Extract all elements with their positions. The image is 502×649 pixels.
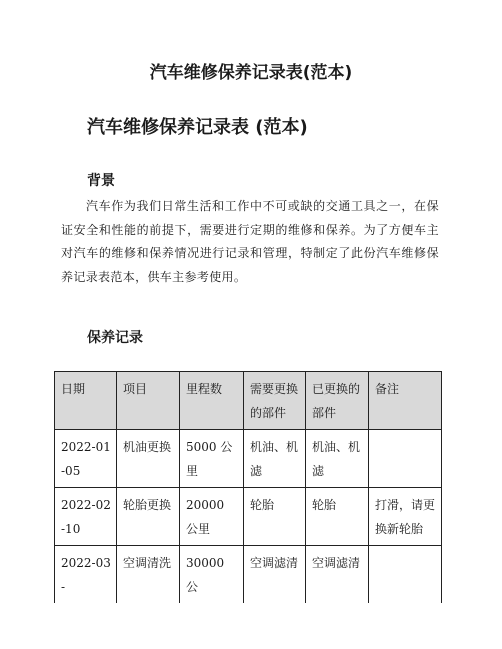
header-date: 日期 xyxy=(55,372,117,430)
records-heading: 保养记录 xyxy=(87,330,143,346)
cell-mileage: 5000 公里 xyxy=(180,430,244,488)
table-row xyxy=(55,430,442,488)
header-mileage: 里程数 xyxy=(180,372,244,430)
table-row xyxy=(55,488,442,546)
cell-item: 轮胎更换 xyxy=(117,488,180,546)
cell-item: 机油更换 xyxy=(117,430,180,488)
document-title: 汽车维修保养记录表(范本) xyxy=(149,63,353,83)
maintenance-record-table xyxy=(54,371,442,603)
cell-notes xyxy=(369,546,442,604)
header-notes: 备注 xyxy=(369,372,442,430)
header-parts-needed: 需要更换的部件 xyxy=(244,372,306,430)
cell-parts-needed: 轮胎 xyxy=(244,488,306,546)
header-parts-replaced: 已更换的部件 xyxy=(306,372,369,430)
cell-parts-replaced: 轮胎 xyxy=(306,488,369,546)
main-heading: 汽车维修保养记录表 (范本) xyxy=(87,117,308,138)
cell-parts-needed: 空调滤清 xyxy=(244,546,306,604)
cell-mileage: 30000 公 xyxy=(180,546,244,604)
table-header-row xyxy=(55,372,442,430)
cell-date: 2022-03- xyxy=(55,546,117,604)
cell-notes xyxy=(369,430,442,488)
cell-date: 2022-01-05 xyxy=(55,430,117,488)
header-item: 项目 xyxy=(117,372,180,430)
table-row xyxy=(55,546,442,604)
cell-mileage: 20000 公里 xyxy=(180,488,244,546)
cell-parts-needed: 机油、机滤 xyxy=(244,430,306,488)
cell-item: 空调清洗 xyxy=(117,546,180,604)
background-paragraph: 汽车作为我们日常生活和工作中不可或缺的交通工具之一，在保证安全和性能的前提下，需要进行定期的维修和保养。为了方便车主对汽车的维修和保养情况进行记录和管理，特制定了此份汽车维修保养记录表范本，供车主参考使用。 xyxy=(61,199,439,284)
cell-parts-replaced: 机油、机滤 xyxy=(306,430,369,488)
cell-date: 2022-02-10 xyxy=(55,488,117,546)
cell-notes: 打滑，请更换新轮胎 xyxy=(369,488,442,546)
cell-parts-replaced: 空调滤清 xyxy=(306,546,369,604)
background-heading: 背景 xyxy=(87,173,115,189)
